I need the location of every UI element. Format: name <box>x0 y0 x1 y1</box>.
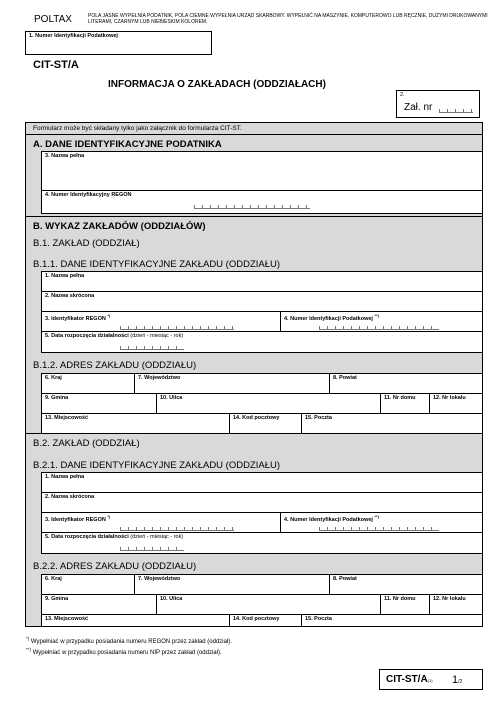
nip-field[interactable] <box>25 31 212 55</box>
b1-street-label: 10. Ulica <box>160 395 183 401</box>
full-name-label: 3. Nazwa pełna <box>45 153 85 159</box>
b1-district-field[interactable] <box>329 373 483 394</box>
b2-start-date-ticks <box>120 547 184 551</box>
attachment-field-number: 2. <box>400 92 405 98</box>
fill-instruction: POLA JASNE WYPEŁNIA PODATNIK, POLA CIEMNE WYPEŁNIA URZĄD SKARBOWY. WYPEŁNIĆ NA MASZYNIE, KOMPUTEROWO LUB RĘCZNIE, DUŻYMI DRUKOWANYMI LITERAMI, CZARNYM LUB NIEBIESKIM KOLOREM. <box>88 13 488 25</box>
b1-nip-ticks <box>319 326 439 330</box>
b1-postcode-field[interactable] <box>229 413 302 434</box>
divider <box>25 216 483 217</box>
regon-ticks <box>194 205 310 209</box>
footnote-regon-text: Wypełniać w przypadku posiadania numeru REGON przez zakład (oddział). <box>30 639 232 645</box>
b2-post-office-field[interactable] <box>301 614 483 627</box>
b1-flat-number-field[interactable] <box>429 393 483 414</box>
footer-form-code-text: CIT-ST/A <box>386 674 428 685</box>
footnote-regon-mark: *) <box>26 636 30 641</box>
b1-short-name-field[interactable] <box>41 291 483 312</box>
b1-short-name-label: 2. Nazwa skrócona <box>45 293 95 299</box>
section-b-title: B. WYKAZ ZAKŁADÓW (ODDZIAŁÓW) <box>33 221 206 232</box>
b2-nip-ticks <box>319 527 439 531</box>
b1-start-date-ticks <box>120 346 184 350</box>
taxpayer-regon-field[interactable] <box>41 190 483 214</box>
b1-house-number-label: 11. Nr domu <box>384 395 416 401</box>
b2-address-title: B.2.2. ADRES ZAKŁADU (ODDZIAŁU) <box>33 561 197 572</box>
b2-voivodeship-field[interactable] <box>134 574 330 595</box>
b2-town-label: 13. Miejscowość <box>45 616 89 622</box>
b2-regon-field[interactable] <box>41 512 281 533</box>
b1-title: B.1. ZAKŁAD (ODDZIAŁ) <box>33 238 140 249</box>
b2-nip-footnote-mark: **) <box>374 514 379 519</box>
b2-full-name-label: 1. Nazwa pełna <box>45 474 85 480</box>
b2-country-label: 6. Kraj <box>45 576 62 582</box>
b1-regon-label: 3. Identyfikator REGON <box>45 315 106 322</box>
regon-label: 4. Numer Identyfikacyjny REGON <box>45 192 132 198</box>
b1-district-label: 8. Powiat <box>333 375 357 381</box>
taxpayer-full-name-field[interactable] <box>41 151 483 191</box>
b1-town-field[interactable] <box>41 413 230 434</box>
b2-regon-footnote-mark: *) <box>107 514 111 519</box>
b2-voivodeship-label: 7. Województwo <box>138 576 181 582</box>
b1-voivodeship-field[interactable] <box>134 373 330 394</box>
b2-start-date-field[interactable] <box>41 532 483 554</box>
b1-town-label: 13. Miejscowość <box>45 415 89 421</box>
b1-start-date-hint: (dzień - miesiąc - rok) <box>130 333 184 339</box>
b1-country-label: 6. Kraj <box>45 375 62 381</box>
section-a-title: A. DANE IDENTYFIKACYJNE PODATNIKA <box>33 139 222 150</box>
b2-title: B.2. ZAKŁAD (ODDZIAŁ) <box>33 438 140 449</box>
b2-street-field[interactable] <box>156 594 381 615</box>
attachment-number-ticks <box>439 109 473 113</box>
divider <box>25 433 483 434</box>
b2-nip-field[interactable] <box>280 512 483 533</box>
b2-house-number-field[interactable] <box>380 594 430 615</box>
b2-district-label: 8. Powiat <box>333 576 357 582</box>
b1-flat-number-label: 12. Nr lokalu <box>433 395 466 401</box>
b1-regon-field[interactable] <box>41 311 281 332</box>
b1-start-date-label: 5. Data rozpoczęcia działalności <box>45 333 129 339</box>
b1-address-title: B.1.2. ADRES ZAKŁADU (ODDZIAŁU) <box>33 360 197 371</box>
attachment-label: Zał. nr <box>404 102 433 113</box>
b2-id-title: B.2.1. DANE IDENTYFIKACYJNE ZAKŁADU (ODDZIAŁU) <box>33 460 281 471</box>
b1-house-number-field[interactable] <box>380 393 430 414</box>
b2-regon-label: 3. Identyfikator REGON <box>45 516 106 523</box>
b1-nip-field[interactable] <box>280 311 483 332</box>
b1-full-name-label: 1. Nazwa pełna <box>45 273 85 279</box>
b1-start-date-field[interactable] <box>41 331 483 353</box>
b2-flat-number-field[interactable] <box>429 594 483 615</box>
b2-town-field[interactable] <box>41 614 230 627</box>
footnote-regon <box>26 636 232 645</box>
b1-commune-field[interactable] <box>41 393 157 414</box>
b1-postcode-label: 14. Kod pocztowy <box>233 415 280 421</box>
divider <box>25 134 483 135</box>
footer-form-code-box <box>379 669 483 690</box>
b1-country-field[interactable] <box>41 373 135 394</box>
b2-short-name-field[interactable] <box>41 492 483 513</box>
footer-form-code <box>386 674 433 685</box>
b2-start-date-hint: (dzień - miesiąc - rok) <box>130 534 184 540</box>
nip-label: 1. Numer Identyfikacji Podatkowej <box>29 33 118 39</box>
b2-short-name-label: 2. Nazwa skrócona <box>45 494 95 500</box>
form-note: Formularz może być składany tylko jako załącznik do formularza CIT-ST. <box>33 125 242 132</box>
form-title: INFORMACJA O ZAKŁADACH (ODDZIAŁACH) <box>108 79 326 90</box>
brand-label: POLTAX <box>34 14 72 25</box>
b1-voivodeship-label: 7. Województwo <box>138 375 181 381</box>
b2-commune-label: 9. Gmina <box>45 596 69 602</box>
b2-post-office-label: 15. Poczta <box>305 616 332 622</box>
b1-id-title: B.1.1. DANE IDENTYFIKACYJNE ZAKŁADU (ODDZIAŁU) <box>33 259 281 270</box>
b1-street-field[interactable] <box>156 393 381 414</box>
form-code: CIT-ST/A <box>33 59 79 71</box>
footer-page-current: 1 <box>452 674 459 686</box>
b1-post-office-label: 15. Poczta <box>305 415 332 421</box>
footnote-nip-text: Wypełniać w przypadku posiadania numeru NIP przez zakład (oddział). <box>32 650 222 656</box>
b1-full-name-field[interactable] <box>41 271 483 292</box>
b2-house-number-label: 11. Nr domu <box>384 596 416 602</box>
b2-full-name-field[interactable] <box>41 472 483 493</box>
footer-page-total: /2 <box>458 679 463 685</box>
b2-flat-number-label: 12. Nr lokalu <box>433 596 466 602</box>
b1-nip-label: 4. Numer Identyfikacji Podatkowej <box>284 315 373 322</box>
attachment-number-field[interactable] <box>396 90 480 118</box>
b1-regon-footnote-mark: *) <box>107 313 111 318</box>
b2-postcode-label: 14. Kod pocztowy <box>233 616 280 622</box>
b2-country-field[interactable] <box>41 574 135 595</box>
footnote-nip-mark: **) <box>26 647 32 652</box>
b2-postcode-field[interactable] <box>229 614 302 627</box>
b1-regon-ticks <box>120 326 234 330</box>
b2-regon-ticks <box>120 527 234 531</box>
b2-commune-field[interactable] <box>41 594 157 615</box>
footnote-nip <box>26 647 222 656</box>
b2-start-date-label: 5. Data rozpoczęcia działalności <box>45 534 129 540</box>
footer-page-number <box>452 674 462 686</box>
b1-nip-footnote-mark: **) <box>374 313 379 318</box>
b1-commune-label: 9. Gmina <box>45 395 69 401</box>
footer-form-version: (1) <box>427 678 433 683</box>
b2-district-field[interactable] <box>329 574 483 595</box>
b1-post-office-field[interactable] <box>301 413 483 434</box>
b2-street-label: 10. Ulica <box>160 596 183 602</box>
b2-nip-label: 4. Numer Identyfikacji Podatkowej <box>284 516 373 523</box>
